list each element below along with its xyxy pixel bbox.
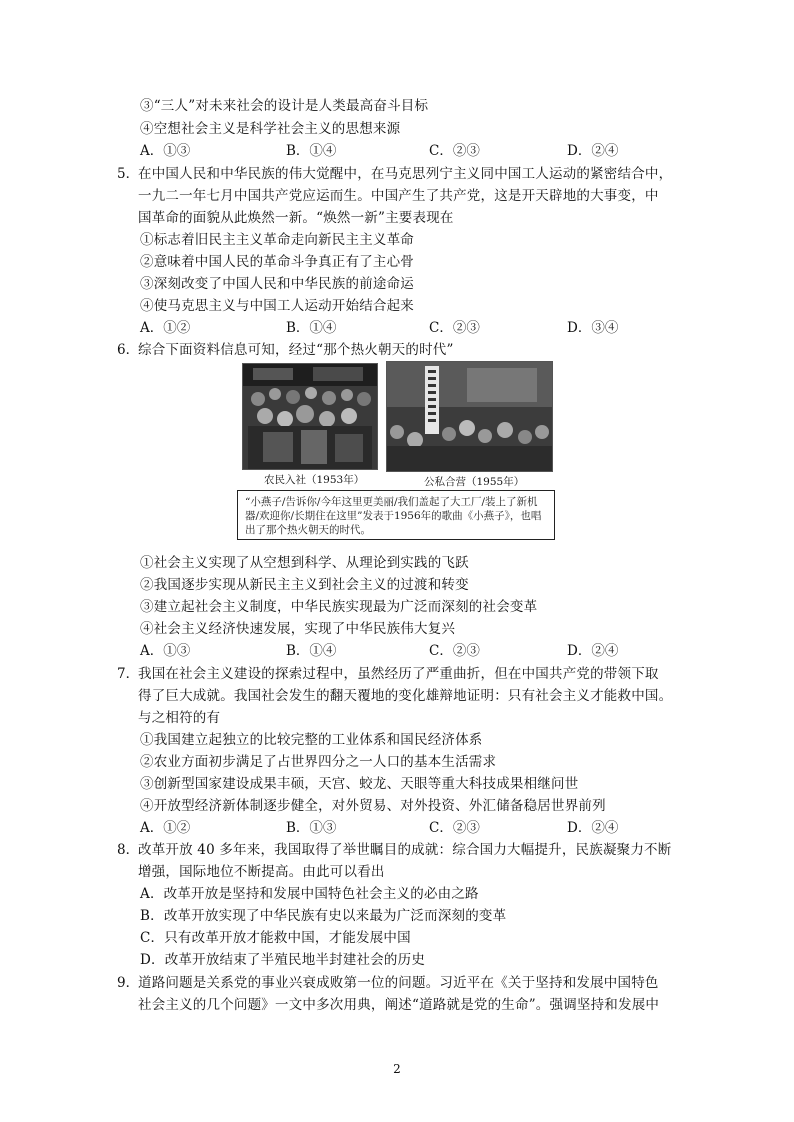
q8-choice-a[interactable]: A．改革开放是坚持和发展中国特色社会主义的必由之路 (140, 886, 479, 902)
q5-option-b[interactable]: B．①④ (286, 320, 337, 336)
q4-option-a[interactable]: A．①③ (140, 143, 191, 159)
q7-stem-line-2: 得了巨大成就。我国社会发生的翻天覆地的变化雄辩地证明：只有社会主义才能救中国。 (138, 688, 673, 704)
q5-option-d[interactable]: D．③④ (567, 320, 619, 336)
q7-option-c[interactable]: C．②③ (429, 820, 480, 836)
q6-stem: 综合下面资料信息可知，经过“那个热火朝天的时代” (138, 342, 454, 358)
q8-choice-d[interactable]: D．改革开放结束了半殖民地半封建社会的历史 (140, 952, 426, 968)
photo-crowd-image (243, 364, 377, 469)
photo-farmers-join-cooperative (242, 363, 378, 470)
q9-stem-line-2: 社会主义的几个问题》一文中多次用典，阐述“道路就是党的生命”。强调坚持和发展中 (138, 997, 660, 1013)
q6-item-1: ①社会主义实现了从空想到科学、从理论到实践的飞跃 (140, 555, 469, 571)
q7-stem-line-1: 我国在社会主义建设的探索过程中，虽然经历了严重曲折，但在中国共产党的带领下取 (138, 666, 659, 682)
q7-number: 7． (117, 666, 140, 682)
q6-option-d[interactable]: D．②④ (567, 643, 619, 659)
q4-option-c[interactable]: C．②③ (429, 143, 480, 159)
photo-public-private-partnership (386, 361, 553, 472)
q5-item-1: ①标志着旧民主主义革命走向新民主主义革命 (140, 232, 414, 248)
q4-option-d[interactable]: D．②④ (567, 143, 619, 159)
q6-options (140, 641, 700, 661)
q5-item-2: ②意味着中国人民的革命斗争真正有了主心骨 (140, 254, 414, 270)
q5-option-c[interactable]: C．②③ (429, 320, 480, 336)
photo-celebration-image (387, 362, 552, 471)
q5-option-a[interactable]: A．①② (140, 320, 191, 336)
song-quote-box (237, 490, 555, 540)
song-quote-text: “小燕子/告诉你/今年这里更美丽/我们盖起了大工厂/装上了新机器/欢迎你/长期住在这里”发表于1956年的歌曲《小燕子》，也唱出了那个热火朝天的时代。 (245, 496, 542, 536)
q8-choice-c[interactable]: C．只有改革开放才能救中国，才能发展中国 (140, 930, 411, 946)
q5-options (140, 318, 700, 338)
q6-option-b[interactable]: B．①④ (286, 643, 337, 659)
q9-number: 9． (117, 975, 140, 991)
q5-stem-line-3: 国革命的面貌从此焕然一新。“焕然一新”主要表现在 (138, 210, 454, 226)
q6-item-4: ④社会主义经济快速发展，实现了中华民族伟大复兴 (140, 621, 456, 637)
q4-item-4: ④空想社会主义是科学社会主义的思想来源 (140, 121, 401, 137)
q8-stem-line-1: 改革开放 40 多年来，我国取得了举世瞩目的成就：综合国力大幅提升，民族凝聚力不断 (138, 842, 672, 858)
q9-stem-line-1: 道路问题是关系党的事业兴衰成败第一位的问题。习近平在《关于坚持和发展中国特色 (138, 975, 659, 991)
q7-item-4: ④开放型经济新体制逐步健全，对外贸易、对外投资、外汇储备稳居世界前列 (140, 798, 606, 814)
q5-item-3: ③深刻改变了中国人民和中华民族的前途命运 (140, 276, 414, 292)
q6-item-3: ③建立起社会主义制度，中华民族实现最为广泛而深刻的社会变革 (140, 599, 538, 615)
q4-options (140, 141, 700, 161)
q5-stem-line-2: 一九二一年七月中国共产党应运而生。中国产生了共产党，这是开天辟地的大事变，中 (138, 188, 659, 204)
q7-option-a[interactable]: A．①② (140, 820, 191, 836)
q5-number: 5． (117, 166, 140, 182)
q7-stem-line-3: 与之相符的有 (138, 710, 221, 726)
q8-number: 8． (117, 842, 140, 858)
q4-item-3: ③“三人”对未来社会的设计是人类最高奋斗目标 (140, 98, 429, 114)
q8-stem-line-2: 增强，国际地位不断提高。由此可以看出 (138, 864, 385, 880)
q5-stem-line-1: 在中国人民和中华民族的伟大觉醒中，在马克思列宁主义同中国工人运动的紧密结合中， (138, 166, 673, 182)
photo-left-caption: 农民入社（1953年） (264, 474, 365, 486)
q6-number: 6． (117, 342, 140, 358)
q6-option-c[interactable]: C．②③ (429, 643, 480, 659)
q6-item-2: ②我国逐步实现从新民主主义到社会主义的过渡和转变 (140, 577, 469, 593)
q7-item-2: ②农业方面初步满足了占世界四分之一人口的基本生活需求 (140, 754, 497, 770)
q7-option-b[interactable]: B．①③ (286, 820, 337, 836)
q6-option-a[interactable]: A．①③ (140, 643, 191, 659)
q7-item-3: ③创新型国家建设成果丰硕，天宫、蛟龙、天眼等重大科技成果相继问世 (140, 776, 579, 792)
q5-item-4: ④使马克思主义与中国工人运动开始结合起来 (140, 298, 414, 314)
q7-option-d[interactable]: D．②④ (567, 820, 619, 836)
photo-right-caption: 公私合营（1955年） (424, 476, 525, 488)
q4-option-b[interactable]: B．①④ (286, 143, 337, 159)
q7-options (140, 818, 700, 838)
q7-item-1: ①我国建立起独立的比较完整的工业体系和国民经济体系 (140, 732, 483, 748)
page-number: 2 (393, 1062, 401, 1076)
q8-choice-b[interactable]: B．改革开放实现了中华民族有史以来最为广泛而深刻的变革 (140, 908, 507, 924)
